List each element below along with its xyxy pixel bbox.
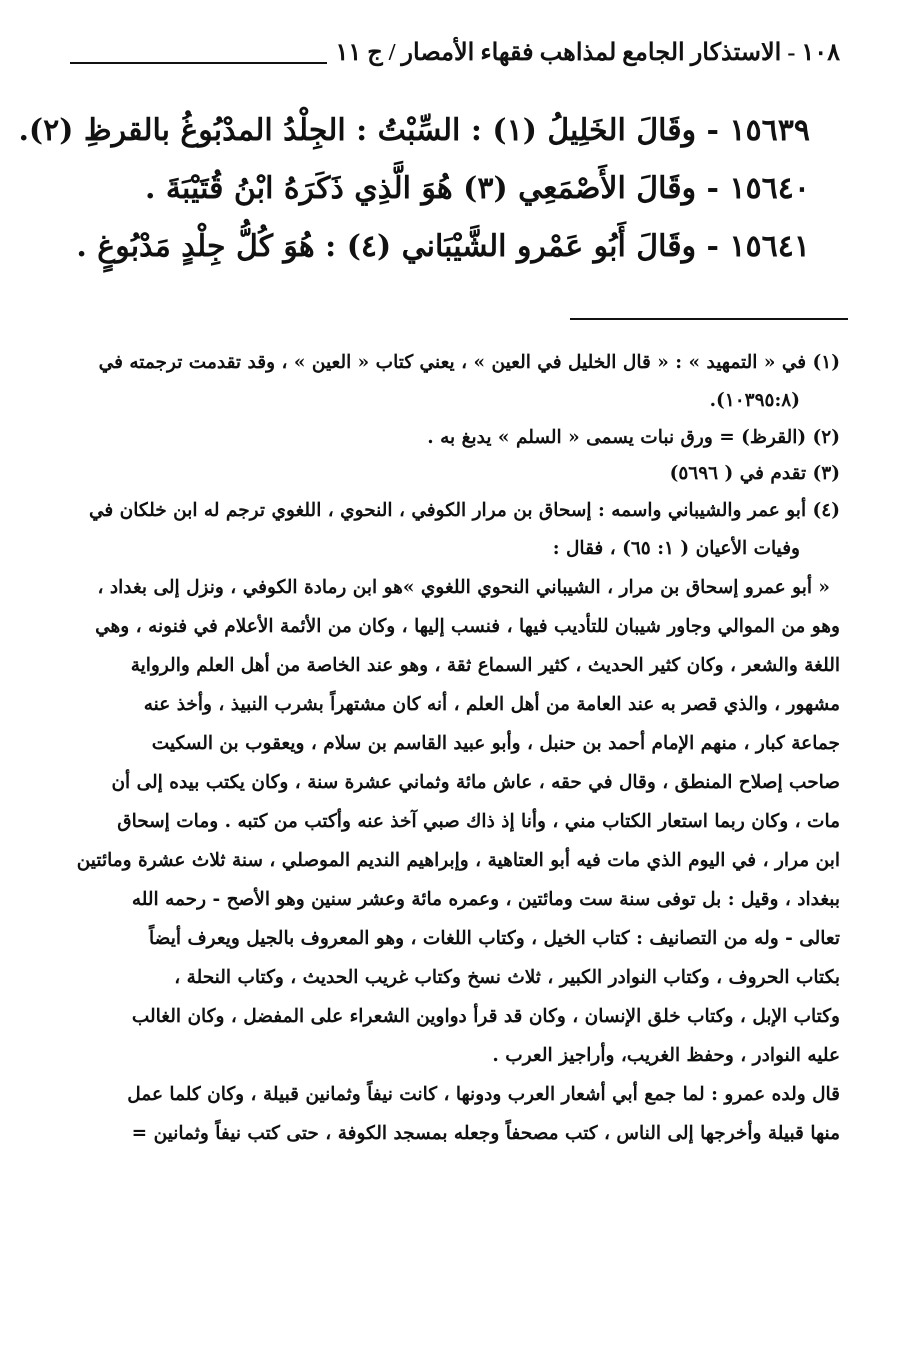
footnote-4-quote-line: اللغة والشعر ، وكان كثير الحديث ، كثير السماع ثقة ، وهو عند الخاصة من أهل العلم والرواية [130,655,840,676]
paragraph-15639: ١٥٦٣٩ - وقَالَ الخَلِيلُ (١) : السِّبْتُ : الجِلْدُ المدْبُوغُ بالقرظِ (٢). [18,113,810,148]
footnote-3: (٣) تقدم في ( ٥٦٩٦) [669,463,840,484]
footnote-4-quote-line: وهو من الموالي وجاور شيبان للتأديب فيها ، فنسب إليها ، وكان من الأئمة الأعلام في فنونه ، وهي [95,616,840,637]
footnote-4-quote-line: صاحب إصلاح المنطق ، وقال في حقه ، عاش مائة وثماني عشرة سنة ، وكان يكتب بيده إلى أن [111,772,840,793]
footnote-4-quote-line: عليه النوادر ، وحفظ الغريب، وأراجيز العرب . [492,1045,840,1066]
header-title: ١٠٨ - الاستذكار الجامع لمذاهب فقهاء الأمصار / ج ١١ [335,39,840,66]
footnote-separator [570,318,848,320]
footnote-4-tail-line: قال ولده عمرو : لما جمع أبي أشعار العرب ودونها ، كانت نيفاً وثمانين قبيلة ، وكان كلما عمل [127,1084,840,1105]
footnotes [70,344,840,1153]
footnote-4-quote-line: جماعة كبار ، منهم الإمام أحمد بن حنبل ، وأبو عبيد القاسم بن سلام ، ويعقوب بن السكيت [151,733,840,754]
footnote-4-tail-line: منها قبيلة وأخرجها إلى الناس ، كتب مصحفاً وجعله بمسجد الكوفة ، حتى كتب نيفاً وثمانين = [131,1123,840,1144]
footnote-1-line-2: (١٠٣٩٥:٨). [709,390,800,411]
footnote-4-quote-line: مات ، وكان ربما استعار الكتاب مني ، وأنا إذ ذاك صبي آخذ عنه وأكتب من كتبه . ومات إسحاق [117,811,840,832]
footnote-4-quote-line: بكتاب الحروف ، وكتاب النوادر الكبير ، ثلاث نسخ وكتاب غريب الحديث ، وكتاب النحلة ، [174,967,840,988]
footnote-2: (٢) (القرظ) = ورق نبات يسمى « السلم » يدبغ به . [427,427,840,448]
footnote-4-quote-line: تعالى - وله من التصانيف : كتاب الخيل ، وكتاب اللغات ، وهو المعروف بالجيل ويعرف أيضاً [149,928,840,949]
paragraph-15640: ١٥٦٤٠ - وقَالَ الأَصْمَعِي (٣) هُوَ الَّذِي ذَكَرَهُ ابْنُ قُتَيْبَةَ . [145,171,810,206]
footnote-4-quote-line: ابن مرار ، في اليوم الذي مات فيه أبو العتاهية ، وإبراهيم النديم الموصلي ، سنة ثلاث عشرة ومائتين [76,850,840,871]
footnote-4-line-2: وفيات الأعيان ( ١: ٦٥) ، فقال : [552,538,800,559]
paragraph-15641: ١٥٦٤١ - وقَالَ أَبُو عَمْرو الشَّيْبَاني (٤) : هُوَ كُلُّ جِلْدٍ مَدْبُوغٍ . [76,229,810,264]
footnote-4-quote-line: ببغداد ، وقيل : بل توفى سنة ست ومائتين ، وعمره مائة وعشر سنين وهو الأصح - رحمه الله [131,889,840,910]
footnote-4-quote-line: مشهور ، والذي قصر به عند العامة من أهل العلم ، أنه كان مشتهراً بشرب النبيذ ، وأخذ عنه [143,694,840,715]
footnote-4-quote-line: وكتاب الإبل ، وكتاب خلق الإنسان ، وكان قد قرأ دواوين الشعراء على المفضل ، وكان الغالب [131,1006,840,1027]
footnote-4-quote-line: « أبو عمرو إسحاق بن مرار ، الشيباني النحوي اللغوي »هو ابن رمادة الكوفي ، ونزل إلى بغداد ، [97,577,830,598]
header-rule [70,62,327,64]
footnote-4-line-1: (٤) أبو عمر والشيباني واسمه : إسحاق بن مرار الكوفي ، النحوي ، اللغوي ترجم له ابن خلكان في [88,500,840,521]
footnote-1-line-1: (١) في « التمهيد » : « قال الخليل في العين » ، يعني كتاب « العين » ، وقد تقدمت ترجمته في [98,352,840,373]
running-header [70,30,840,74]
main-text [18,102,810,276]
